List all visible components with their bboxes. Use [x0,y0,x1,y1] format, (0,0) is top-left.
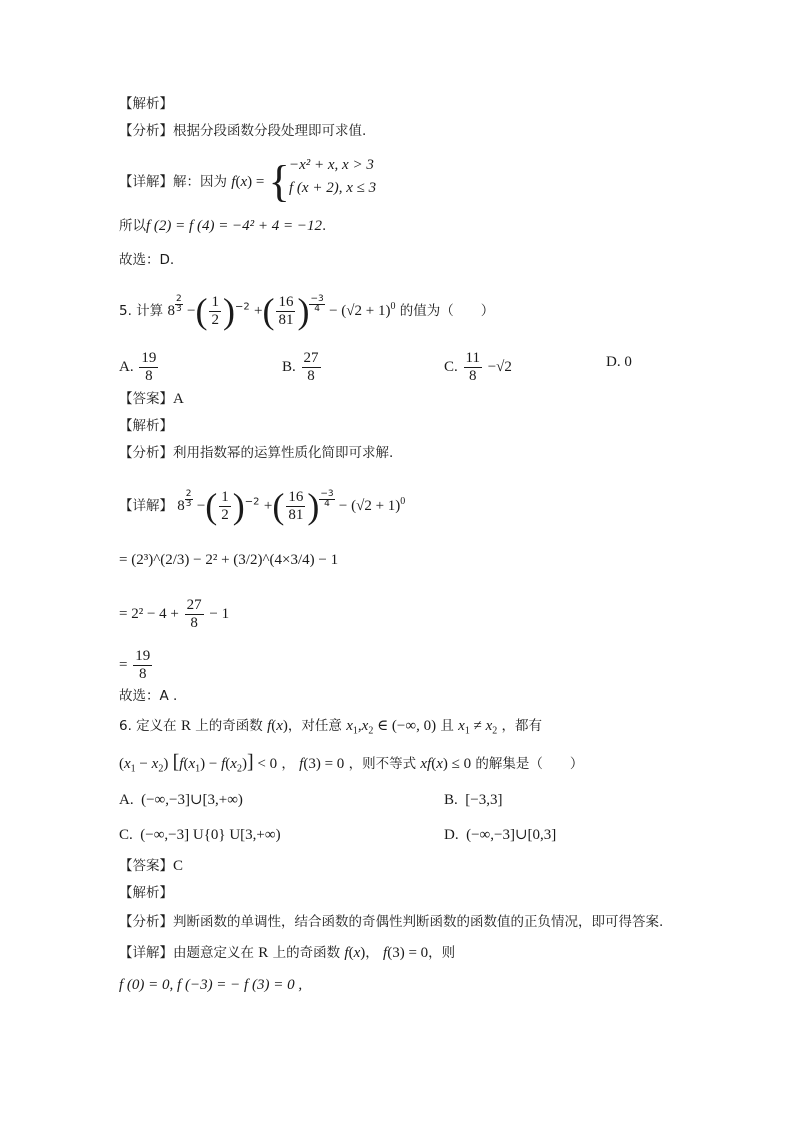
q5-step1: = (2³)^(2/3) − 2² + (3/2)^(4×3/4) − 1 [119,552,339,568]
q6-fenxi: 【分析】判断函数的单调性，结合函数的奇偶性判断函数的函数值的正负情况，即可得答案. [119,914,664,930]
q6-last-line: f (0) = 0, f (−3) = − f (3) = 0 , [119,977,303,993]
q5-stem: 5. 计算 8 $\frac{2}{3}$ −( $\frac{1}{2}$ )$^{-2}$ +( $\frac{16}{81}$ ) $\frac{-3}{4}$ − $(√2 + 1)^0$ 的值为（ ） [119,291,495,331]
q5-jiexi-label: 【解析】 [119,418,173,434]
q5-step3: = $\frac{19}{8}$ [119,648,151,682]
q4-xiangjie: 【详解】解：因为 f(x) = { [119,157,290,206]
q5-option-a: A. $\frac{19}{8}$ [119,350,157,384]
q6-option-c: C. (−∞,−3] U{0} U[3,+∞) [119,827,281,843]
q5-fenxi: 【分析】利用指数幂的运算性质化简即可求解. [119,445,394,461]
q6-option-b: B. [−3,3] [444,792,503,808]
q5-option-d: D. 0 [606,354,632,370]
q4-conclusion: 故选：D. [119,252,175,268]
q5-option-c: C. $\frac{11}{8}$ −√2 [444,350,512,384]
q6-option-d: D. (−∞,−3]∪[0,3] [444,827,557,843]
q5-answer: 【答案】A [119,391,184,407]
q4-jiexi-label: 【解析】 [119,96,173,112]
q6-stem-line2: $(x_1 - x_2) [f(x_1) - f(x_2)] < 0$ ， f(3) = 0 ，则不等式 xf(x) ≤ 0 的解集是（ ） [119,751,584,775]
q6-jiexi-label: 【解析】 [119,885,173,901]
q4-fenxi: 【分析】根据分段函数分段处理即可求值. [119,123,367,139]
q5-conclusion: 故选：A . [119,688,178,704]
q6-option-a: A. (−∞,−3]∪[3,+∞) [119,792,243,808]
q4-piecewise-case2: f (x + 2), x ≤ 3 [289,180,377,196]
q5-option-b: B. $\frac{27}{8}$ [282,350,319,384]
q5-step2: = 2² − 4 + $\frac{27}{8}$ − 1 [119,597,230,631]
q5-xiangjie: 【详解】 8 $\frac{2}{3}$ −( $\frac{1}{2}$ )$^{-2}$ +( $\frac{16}{81}$ ) $\frac{-3}{4}$ − $(√2 + 1)^0$ [119,486,406,526]
q4-result: 所以f (2) = f (4) = −4² + 4 = −12. [119,218,327,234]
q6-xiangjie: 【详解】由题意定义在 R 上的奇函数 f(x)， f(3) = 0，则 [119,945,456,961]
q6-answer: 【答案】C [119,858,184,874]
q4-piecewise-case1: −x² + x, x > 3 [289,157,374,173]
q6-stem-line1: 6. 定义在 R 上的奇函数 f(x)，对任意 $x_1,x_2$ ∈ (−∞, 0) 且 $x_1 \ne x_2$ ，都有 [119,718,543,737]
